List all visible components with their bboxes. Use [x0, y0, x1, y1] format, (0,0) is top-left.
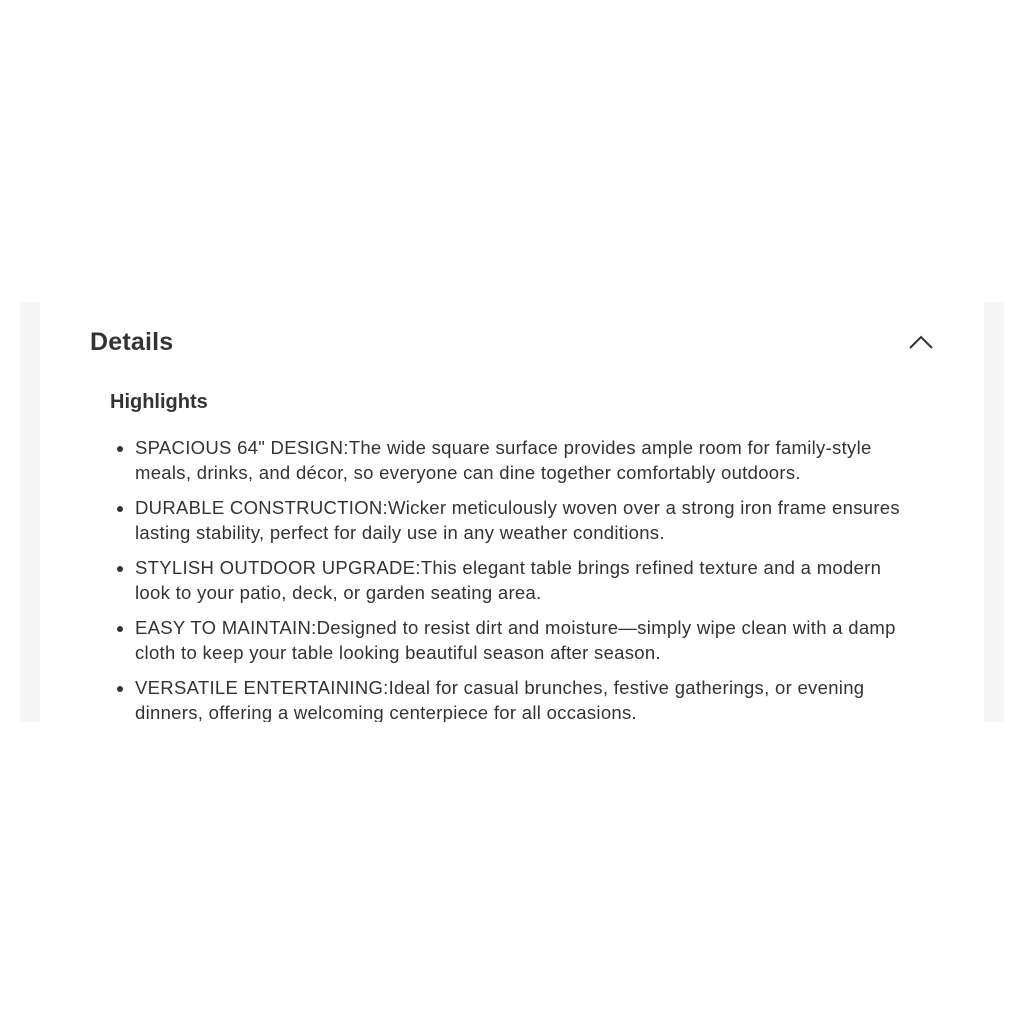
- highlight-item: • SPACIOUS 64" DESIGN:The wide square surface provides ample room for family-style meals, drinks, and décor, so everyone can dine together comfortably outdoors.: [135, 435, 910, 485]
- highlight-item: • VERSATILE ENTERTAINING:Ideal for casual brunches, festive gatherings, or evening dinners, offering a welcoming centerpiece for all occasions.: [135, 675, 910, 722]
- details-panel: [20, 302, 1004, 722]
- chevron-up-icon[interactable]: [908, 329, 934, 355]
- highlight-item: • STYLISH OUTDOOR UPGRADE:This elegant table brings refined texture and a modern look to your patio, deck, or garden seating area.: [135, 555, 910, 605]
- highlights-heading: Highlights: [110, 391, 208, 413]
- details-content: [110, 388, 910, 722]
- details-panel-body: [40, 302, 984, 722]
- details-accordion-header[interactable]: [90, 324, 934, 360]
- details-title: Details: [90, 327, 174, 356]
- highlight-item: • DURABLE CONSTRUCTION:Wicker meticulously woven over a strong iron frame ensures lasting stability, perfect for daily use in any weather conditions.: [135, 495, 910, 545]
- highlight-item: • EASY TO MAINTAIN:Designed to resist dirt and moisture—simply wipe clean with a damp cloth to keep your table looking beautiful season after season.: [135, 615, 910, 665]
- highlights-list: [110, 435, 910, 722]
